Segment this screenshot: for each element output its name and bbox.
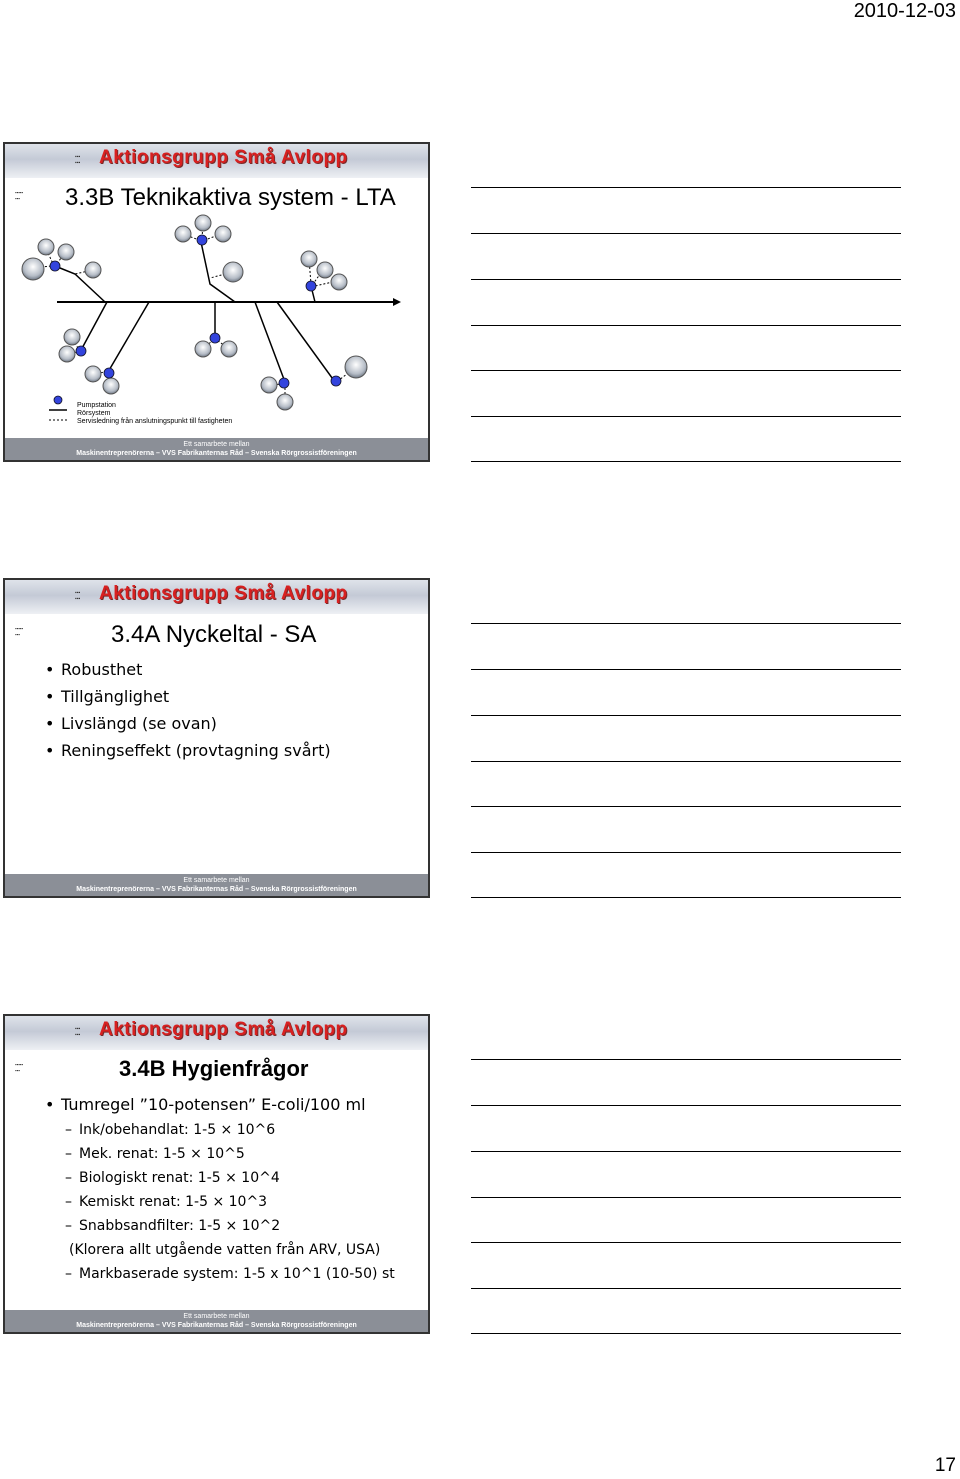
- slide-title: 3.3B Teknikaktiva system - LTA: [65, 184, 396, 211]
- bullet-list: [45, 656, 331, 764]
- bullet-item: • Robusthet: [45, 656, 331, 683]
- sub-bullet-item: – Mek. renat: 1-5 × 10^5: [45, 1142, 395, 1166]
- legend-item: Servisledning från anslutningspunkt till fastigheten: [77, 418, 233, 425]
- sub-bullet-item: – Markbaserade system: 1-5 x 10^1 (10-50) st: [45, 1262, 395, 1286]
- banner-title: Aktionsgrupp Små Avlopp: [99, 1019, 348, 1040]
- slide-2: [3, 578, 430, 898]
- side-tag: ▪▪▪▪▪ ▪▪▪: [15, 1062, 23, 1073]
- slide-title: 3.4B Hygienfrågor: [119, 1056, 309, 1081]
- side-tag: ▪▪▪▪▪ ▪▪▪: [15, 626, 23, 637]
- pump-station-icon: [50, 235, 341, 388]
- sub-bullet-item: – Biologiskt renat: 1-5 × 10^4: [45, 1166, 395, 1190]
- note-text: (Klorera allt utgående vatten från ARV, USA): [69, 1242, 381, 1258]
- sub-bullet-item: – Kemiskt renat: 1-5 × 10^3: [45, 1190, 395, 1214]
- header-date: 2010-12-03: [853, 0, 956, 22]
- slide-footer: [5, 438, 428, 460]
- mini-logo: ▪▪▪ ▪▪▪: [75, 590, 81, 602]
- slide-header: [5, 580, 428, 614]
- legend-item: Rörsystem: [77, 410, 111, 417]
- mini-logo: ▪▪▪ ▪▪▪: [75, 1026, 81, 1038]
- sub-bullet-item: – Snabbsandfilter: 1-5 × 10^2: [45, 1214, 395, 1238]
- sub-bullet-item: – Ink/obehandlat: 1-5 × 10^6: [45, 1118, 395, 1142]
- footer-line-2: Maskinentreprenörerna – VVS Fabrikanternas Råd – Svenska Rörgrossistföreningen: [76, 450, 357, 457]
- footer-line-2: Maskinentreprenörerna – VVS Fabrikanternas Råd – Svenska Rörgrossistföreningen: [76, 886, 357, 893]
- legend-item: Pumpstation: [77, 402, 116, 409]
- banner-title: Aktionsgrupp Små Avlopp: [99, 147, 348, 168]
- mini-logo: ▪▪▪ ▪▪▪: [75, 154, 81, 166]
- footer-line-1: Ett samarbete mellan: [183, 877, 250, 884]
- slide-1: [3, 142, 430, 462]
- bullet-item: • Reningseffekt (provtagning svårt): [45, 737, 331, 764]
- slide-3: [3, 1014, 430, 1334]
- slide-header: [5, 1016, 428, 1050]
- footer-line-1: Ett samarbete mellan: [183, 441, 250, 448]
- footer-line-2: Maskinentreprenörerna – VVS Fabrikanternas Råd – Svenska Rörgrossistföreningen: [76, 1322, 357, 1329]
- page-number: 17: [934, 1455, 956, 1476]
- footer-line-1: Ett samarbete mellan: [183, 1313, 250, 1320]
- bullet-list: [45, 1091, 395, 1286]
- bullet-item: • Tillgänglighet: [45, 683, 331, 710]
- slide-footer: [5, 874, 428, 896]
- banner-title: Aktionsgrupp Små Avlopp: [99, 583, 348, 604]
- slide-title: 3.4A Nyckeltal - SA: [111, 621, 317, 648]
- bullet-item: • Livslängd (se ovan): [45, 710, 331, 737]
- side-tag: ▪▪▪▪▪ ▪▪▪: [15, 190, 23, 201]
- diagram-legend: [49, 402, 232, 426]
- bullet-item: • Tumregel ”10-potensen” E-coli/100 ml: [45, 1091, 395, 1118]
- slide-footer: [5, 1310, 428, 1332]
- house-icon: [22, 215, 367, 410]
